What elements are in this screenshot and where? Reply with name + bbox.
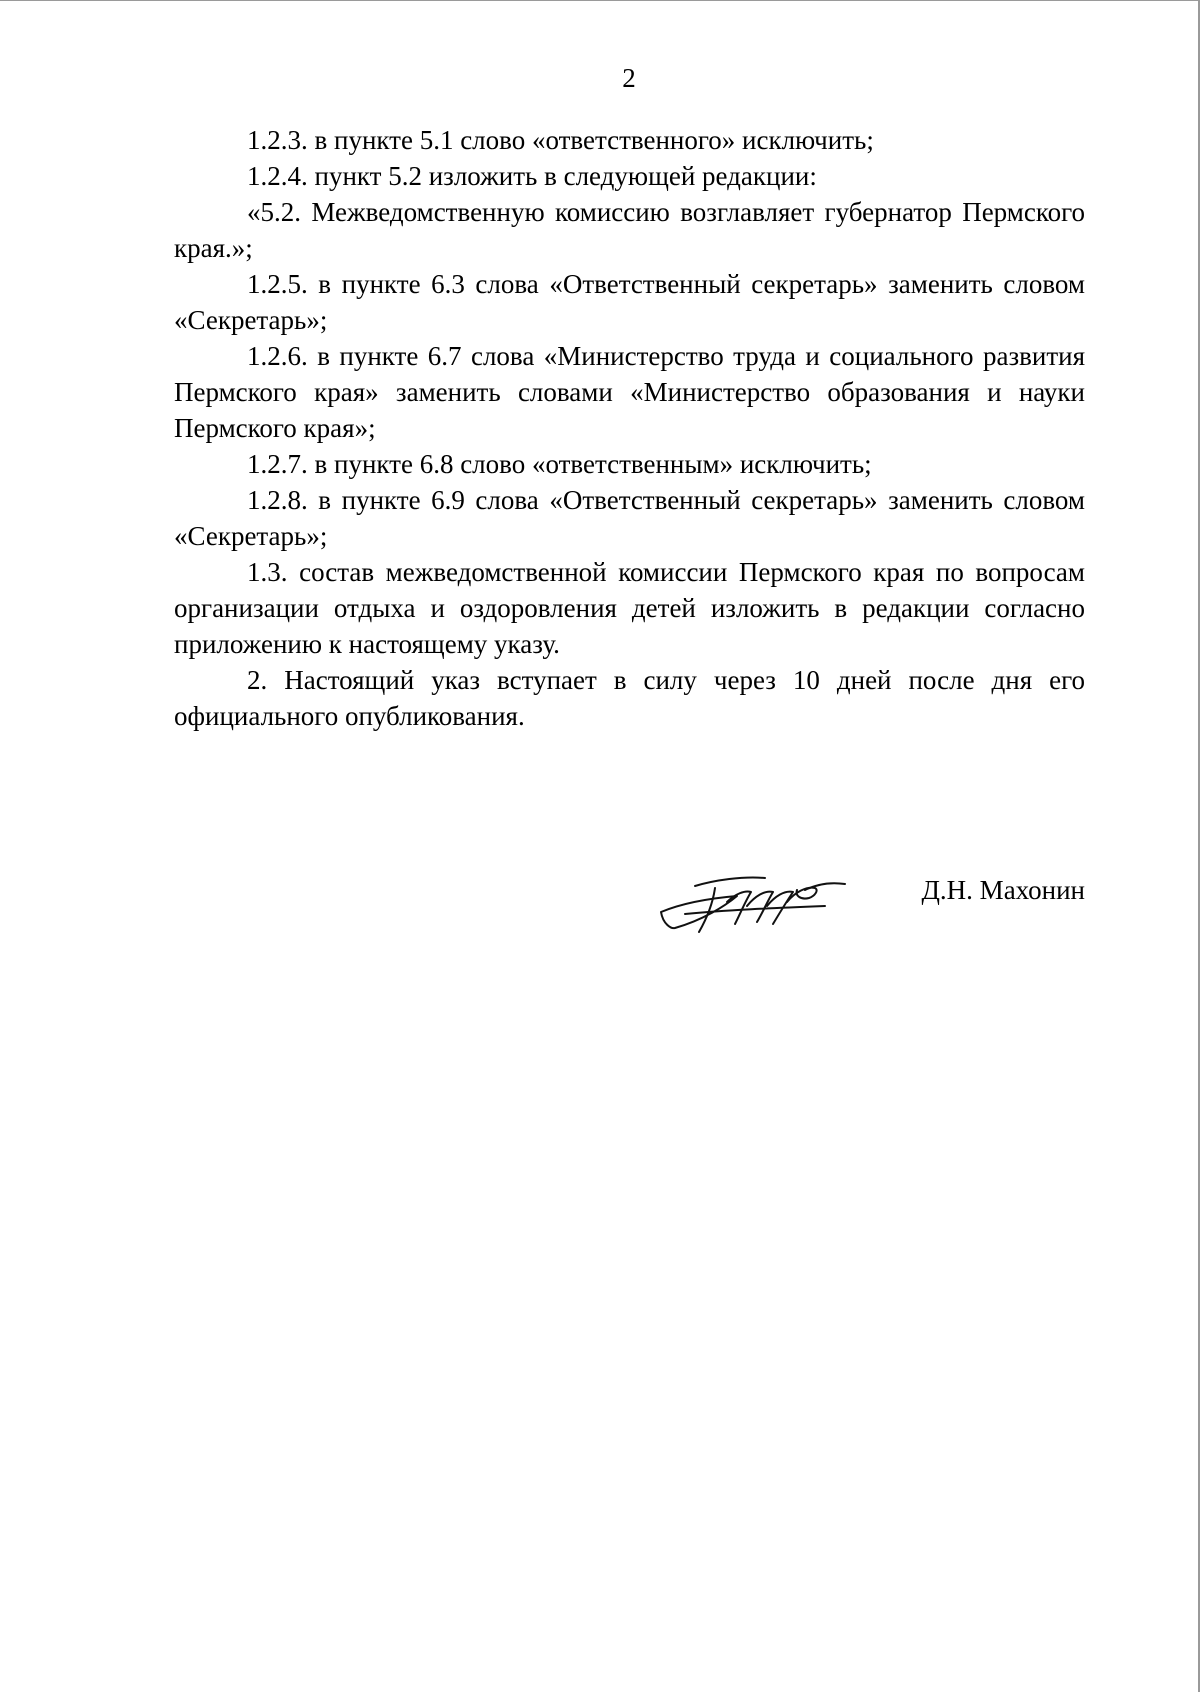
signer-name: Д.Н. Махонин bbox=[921, 875, 1085, 905]
paragraph-1-2-8: 1.2.8. в пункте 6.9 слова «Ответственный секретарь» заменить словом «Секретарь»; bbox=[174, 485, 1085, 551]
paragraph-1-2-3: 1.2.3. в пункте 5.1 слово «ответственного» исключить; bbox=[247, 125, 874, 155]
scan-edge-top bbox=[0, 0, 1200, 1]
paragraph-5-2-quote: «5.2. Межведомственную комиссию возглавляет губернатор Пермского края.»; bbox=[174, 197, 1085, 263]
signature-block bbox=[655, 862, 1085, 942]
paragraph-1-2-5: 1.2.5. в пункте 6.3 слова «Ответственный секретарь» заменить словом «Секретарь»; bbox=[174, 269, 1085, 335]
page-number: 2 bbox=[622, 63, 636, 93]
paragraph-1-2-4: 1.2.4. пункт 5.2 изложить в следующей редакции: bbox=[247, 161, 817, 191]
document-body bbox=[174, 122, 1085, 734]
paragraph-1-2-6: 1.2.6. в пункте 6.7 слова «Министерство труда и социального развития Пермского края» заменить словами «Министерство образования и науки Пермского края»; bbox=[174, 341, 1085, 443]
paragraph-2: 2. Настоящий указ вступает в силу через 10 дней после дня его официального опубликования. bbox=[174, 665, 1085, 731]
paragraph-1-2-7: 1.2.7. в пункте 6.8 слово «ответственным» исключить; bbox=[247, 449, 872, 479]
paragraph-1-3: 1.3. состав межведомственной комиссии Пермского края по вопросам организации отдыха и оздоровления детей изложить в редакции согласно приложению к настоящему указу. bbox=[174, 557, 1085, 659]
handwritten-signature bbox=[655, 862, 855, 942]
